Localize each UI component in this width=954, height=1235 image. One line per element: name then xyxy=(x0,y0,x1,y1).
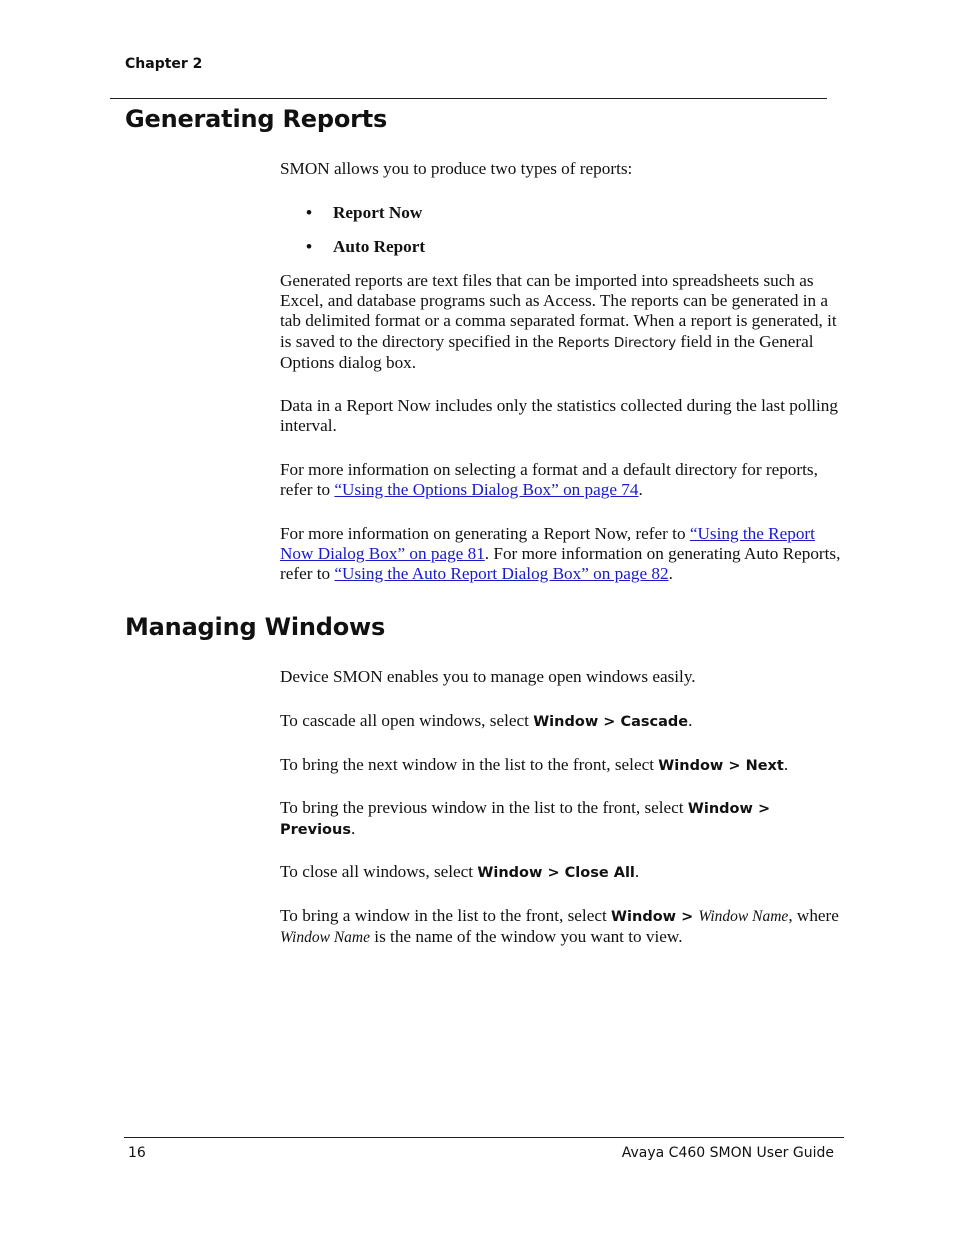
windows-cascade-paragraph xyxy=(280,711,842,732)
chapter-label: Chapter 2 xyxy=(125,56,203,72)
bullet-icon: • xyxy=(306,203,313,222)
header-rule xyxy=(110,98,827,99)
windows-previous-paragraph xyxy=(280,798,842,840)
reports-p4-text-c: . xyxy=(668,564,673,584)
list-item-report-now xyxy=(280,203,425,237)
window-name-variable-2: Window Name xyxy=(280,929,370,947)
cascade-text-b: . xyxy=(688,711,693,730)
reports-p4-text-b: . For more information on generating Auto Reports, refer to xyxy=(280,544,841,584)
windows-next-paragraph xyxy=(280,755,842,776)
reports-intro: SMON allows you to produce two types of reports: xyxy=(280,159,633,178)
previous-text-a: To bring the previous window in the list to the front, select xyxy=(280,798,688,817)
reports-p4-text-a: For more information on generating a Report Now, refer to xyxy=(280,524,690,543)
reports-paragraph-4 xyxy=(280,524,842,585)
next-text-b: . xyxy=(783,755,789,774)
link-options-dialog[interactable]: “Using the Options Dialog Box” on page 74 xyxy=(334,480,639,500)
window-name-variable: Window Name xyxy=(698,908,789,925)
menu-command-window: Window > xyxy=(611,909,699,925)
list-item-label: Report Now xyxy=(333,203,423,222)
next-text-a: To bring the next window in the list to the front, select xyxy=(280,755,659,774)
reports-p1-text-a: Generated reports are text files that can be imported into spreadsheets such as Excel, and database programs such as Access. The reports can be generated in a tab delimited format or a comma separated format. When a report is generated, it is saved to the directory specified in the xyxy=(280,271,837,351)
menu-command-next: Window > Next xyxy=(658,758,784,774)
windows-close-all-paragraph xyxy=(280,862,842,883)
close-all-text-a: To close all windows, select xyxy=(280,862,478,881)
reports-paragraph-2: Data in a Report Now includes only the statistics collected during the last polling interval. xyxy=(280,396,838,436)
bring-text-c: is the name of the window you want to view. xyxy=(370,927,683,947)
link-report-now-dialog[interactable]: “Using the Report Now Dialog Box” on page 81 xyxy=(280,524,815,564)
reports-p1-text-b: field in the General Options dialog box. xyxy=(280,331,814,372)
reports-paragraph-1 xyxy=(280,271,842,373)
heading-generating-reports: Generating Reports xyxy=(125,105,388,133)
heading-managing-windows: Managing Windows xyxy=(125,613,386,641)
cascade-text-a: To cascade all open windows, select xyxy=(280,711,534,730)
previous-text-b: . xyxy=(350,819,356,839)
link-auto-report-dialog[interactable]: “Using the Auto Report Dialog Box” on page 82 xyxy=(334,564,669,584)
report-types-list xyxy=(280,203,425,271)
guide-title: Avaya C460 SMON User Guide xyxy=(621,1145,834,1161)
bring-text-a: To bring a window in the list to the front, select xyxy=(280,906,612,925)
reports-p3-text-a: For more information on selecting a format and a default directory for reports, refer to xyxy=(280,460,818,500)
reports-p3-text-b: . xyxy=(638,480,643,500)
reports-paragraph-3 xyxy=(280,460,842,500)
list-item-auto-report xyxy=(280,237,425,271)
reports-directory-field-name: Reports Directory xyxy=(557,334,677,351)
bullet-icon: • xyxy=(306,237,313,256)
close-all-text-b: . xyxy=(634,862,640,881)
list-item-label: Auto Report xyxy=(333,237,426,256)
menu-command-close-all: Window > Close All xyxy=(477,865,635,881)
windows-bring-to-front-paragraph xyxy=(280,906,842,948)
menu-command-previous: Window > Previous xyxy=(280,801,771,839)
windows-intro: Device SMON enables you to manage open windows easily. xyxy=(280,667,696,686)
bring-text-b: , where xyxy=(788,906,839,925)
page-number: 16 xyxy=(128,1145,146,1161)
footer-rule xyxy=(124,1137,844,1138)
menu-command-cascade: Window > Cascade xyxy=(533,714,689,730)
